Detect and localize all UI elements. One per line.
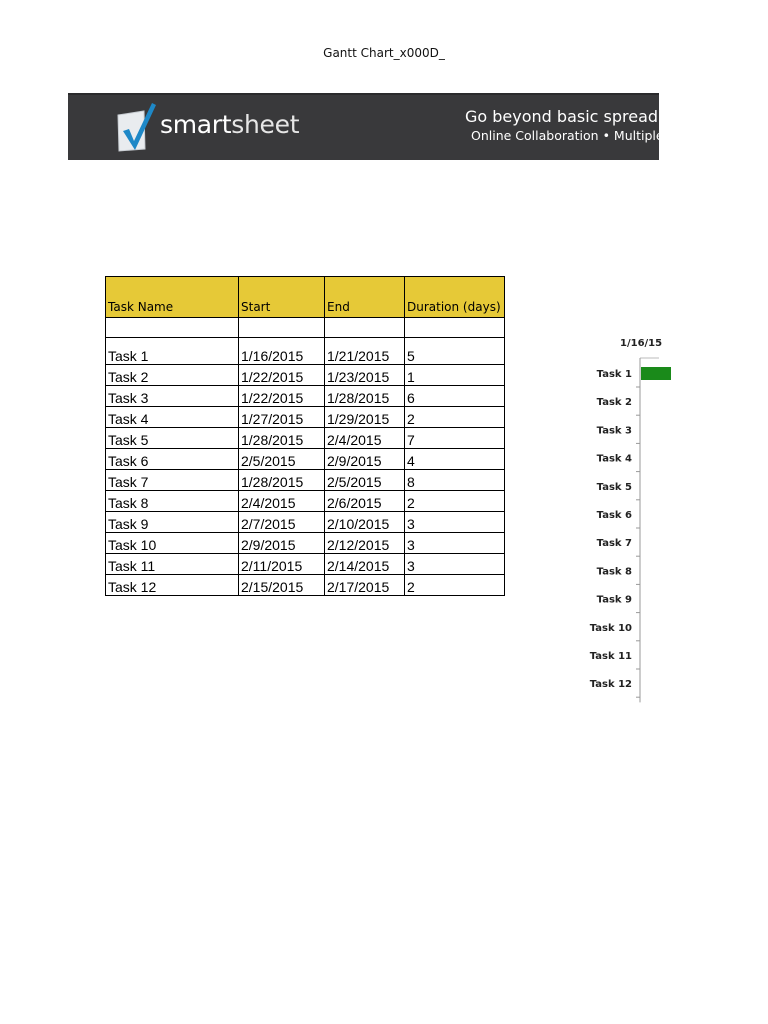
- start-date-cell: 2/5/2015: [239, 449, 325, 470]
- start-date-cell: 1/22/2015: [239, 365, 325, 386]
- task-name-cell: Task 6: [106, 449, 239, 470]
- empty-cell: [405, 318, 505, 338]
- y-category-label: Task 12: [589, 679, 632, 691]
- smartsheet-logo-text: [160, 110, 299, 139]
- start-date-cell: 1/28/2015: [239, 470, 325, 491]
- table-row: [106, 575, 505, 596]
- end-date-cell: 1/21/2015: [325, 338, 405, 365]
- empty-row: [106, 318, 505, 338]
- duration-cell: 1: [405, 365, 505, 386]
- empty-cell: [325, 318, 405, 338]
- duration-cell: 5: [405, 338, 505, 365]
- banner-subtagline: Online Collaboration • Multiple: [471, 128, 664, 143]
- y-category-label: Task 3: [596, 425, 632, 437]
- table-row: [106, 470, 505, 491]
- duration-cell: 3: [405, 554, 505, 575]
- task-name-cell: Task 2: [106, 365, 239, 386]
- y-category-label: Task 7: [596, 538, 632, 550]
- start-date-cell: 2/9/2015: [239, 533, 325, 554]
- table-row: [106, 491, 505, 512]
- banner-tagline: Go beyond basic spreadsheets: [465, 107, 711, 126]
- table-row: [106, 365, 505, 386]
- task-name-cell: Task 4: [106, 407, 239, 428]
- start-date-cell: 2/4/2015: [239, 491, 325, 512]
- x-tick-label: 1/16/15: [620, 338, 663, 349]
- y-category-label: Task 4: [596, 453, 632, 465]
- logo-text-bold: smart: [160, 110, 232, 139]
- duration-cell: 2: [405, 491, 505, 512]
- duration-cell: 8: [405, 470, 505, 491]
- y-category-label: Task 10: [589, 622, 632, 634]
- start-date-cell: 1/22/2015: [239, 386, 325, 407]
- duration-cell: 2: [405, 407, 505, 428]
- task-name-cell: Task 3: [106, 386, 239, 407]
- duration-cell: 3: [405, 533, 505, 554]
- y-category-label: Task 2: [596, 397, 632, 409]
- header-end: End: [325, 277, 405, 318]
- table-row: [106, 554, 505, 575]
- table-row: [106, 428, 505, 449]
- task-name-cell: Task 8: [106, 491, 239, 512]
- start-date-cell: 2/7/2015: [239, 512, 325, 533]
- y-category-label: Task 6: [596, 510, 632, 521]
- start-date-cell: 2/15/2015: [239, 575, 325, 596]
- end-date-cell: 1/29/2015: [325, 407, 405, 428]
- end-date-cell: 2/17/2015: [325, 575, 405, 596]
- end-date-cell: 2/10/2015: [325, 512, 405, 533]
- start-date-cell: 2/11/2015: [239, 554, 325, 575]
- table-row: [106, 449, 505, 470]
- end-date-cell: 2/6/2015: [325, 491, 405, 512]
- y-category-label: Task 8: [596, 566, 632, 578]
- y-category-label: Task 9: [596, 594, 632, 606]
- duration-cell: 6: [405, 386, 505, 407]
- end-date-cell: 2/5/2015: [325, 470, 405, 491]
- y-category-label: Task 11: [589, 651, 632, 662]
- y-category-label: Task 5: [596, 481, 632, 493]
- logo-text-light: sheet: [231, 110, 300, 139]
- smartsheet-banner[interactable]: [68, 93, 711, 160]
- page-header: Gantt Chart_x000D_: [323, 46, 445, 60]
- end-date-cell: 1/28/2015: [325, 386, 405, 407]
- duration-cell: 4: [405, 449, 505, 470]
- table-row: [106, 533, 505, 554]
- gantt-chart: [580, 330, 663, 710]
- task-table: [105, 276, 505, 596]
- task-name-cell: Task 9: [106, 512, 239, 533]
- table-row: [106, 512, 505, 533]
- start-date-cell: 1/16/2015: [239, 338, 325, 365]
- end-date-cell: 2/4/2015: [325, 428, 405, 449]
- task-name-cell: Task 11: [106, 554, 239, 575]
- end-date-cell: 1/23/2015: [325, 365, 405, 386]
- end-date-cell: 2/9/2015: [325, 449, 405, 470]
- end-date-cell: 2/14/2015: [325, 554, 405, 575]
- table-row: [106, 407, 505, 428]
- start-date-cell: 1/27/2015: [239, 407, 325, 428]
- duration-cell: 2: [405, 575, 505, 596]
- checkmark-logo-icon: [114, 101, 164, 155]
- table-row: [106, 386, 505, 407]
- header-duration: Duration (days): [405, 277, 505, 318]
- empty-cell: [106, 318, 239, 338]
- duration-cell: 7: [405, 428, 505, 449]
- end-date-cell: 2/12/2015: [325, 533, 405, 554]
- task-name-cell: Task 10: [106, 533, 239, 554]
- empty-cell: [239, 318, 325, 338]
- task-name-cell: Task 7: [106, 470, 239, 491]
- table-header-row: [106, 277, 505, 318]
- header-task-name: Task Name: [106, 277, 239, 318]
- task-name-cell: Task 1: [106, 338, 239, 365]
- task-name-cell: Task 5: [106, 428, 239, 449]
- task-name-cell: Task 12: [106, 575, 239, 596]
- table-row: [106, 338, 505, 365]
- y-category-label: Task 1: [596, 369, 632, 380]
- header-start: Start: [239, 277, 325, 318]
- gantt-bar: [641, 367, 671, 380]
- start-date-cell: 1/28/2015: [239, 428, 325, 449]
- duration-cell: 3: [405, 512, 505, 533]
